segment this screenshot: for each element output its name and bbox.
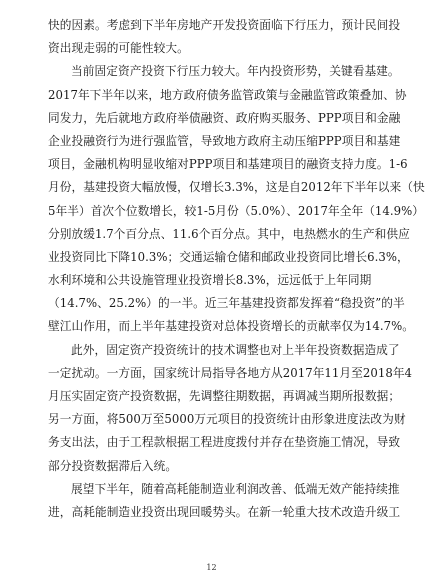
text-line: 部分投资数据滞后入统。 [48, 458, 178, 473]
text-line: 水利环境和公共设施管理业投资增长8.3%，远远低于上年同期 [48, 273, 372, 288]
text-line: 月压实固定资产投资数据，先调整往期数据，再调减当期所报数据； [48, 389, 401, 403]
body-text [48, 14, 425, 524]
text-line: 壁江山作用，而上半年基建投资对总体投资增长的贡献率仅为14.7%。 [48, 319, 415, 334]
text-line: 一定扰动。一方面，国家统计局指导各地方从2017年11月至2018年4 [48, 365, 413, 380]
text-line: 分别放缓1.7个百分点、11.6个百分点。其中，电热燃水的生产和供应 [48, 226, 410, 241]
text-line: 月份，基建投资大幅放慢，仅增长3.3%，这是自2012年下半年以来（快 [48, 180, 425, 195]
text-line: 5年半）首次个位数增长，较1-5月份（5.0%）、2017年全年（14.9%） [48, 203, 425, 218]
text-line: 当前固定资产投资下行压力较大。年内投资形势，关键看基建。 [71, 64, 400, 79]
text-line: 此外，固定资产投资统计的技术调整也对上半年投资数据造成了 [71, 342, 400, 357]
text-line: 2017年下半年以来，地方政府债务监管政策与金融监管政策叠加、协 [48, 87, 407, 102]
text-line: 业投资同比下降10.3%；交通运输仓储和邮政业投资同比增长6.3%， [48, 249, 409, 264]
text-line: 企业投融资行为进行强监管，导致地方政府主动压缩PPP项目和基建 [48, 133, 401, 148]
text-line: 资出现走弱的可能性较大。 [48, 41, 189, 56]
text-line: 另一方面，将500万至5000万元项目的投资统计由形象进度法改为财 [48, 412, 406, 427]
text-line: 展望下半年，随着高耗能制造业利润改善、低端无效产能持续推 [71, 481, 400, 496]
text-line: 进，高耗能制造业投资出现回暖势头。在新一轮重大技术改造升级工 [48, 504, 401, 519]
text-line: 同发力，先后就地方政府举债融资、政府购买服务、PPP项目和金融 [48, 110, 401, 125]
text-line: 快的因素。考虑到下半年房地产开发投资面临下行压力，预计民间投 [48, 18, 401, 32]
text-line: 务支出法，由于工程款根据工程进度拨付并存在垫资施工情况，导致 [48, 435, 401, 450]
text-line: （14.7%、25.2%）的一半。近三年基建投资都发挥着“稳投资”的半 [48, 296, 405, 311]
page-number: 12 [206, 563, 217, 572]
text-line: 项目，金融机构明显收缩对PPP项目和基建项目的融资支持力度。1-6 [48, 157, 408, 172]
